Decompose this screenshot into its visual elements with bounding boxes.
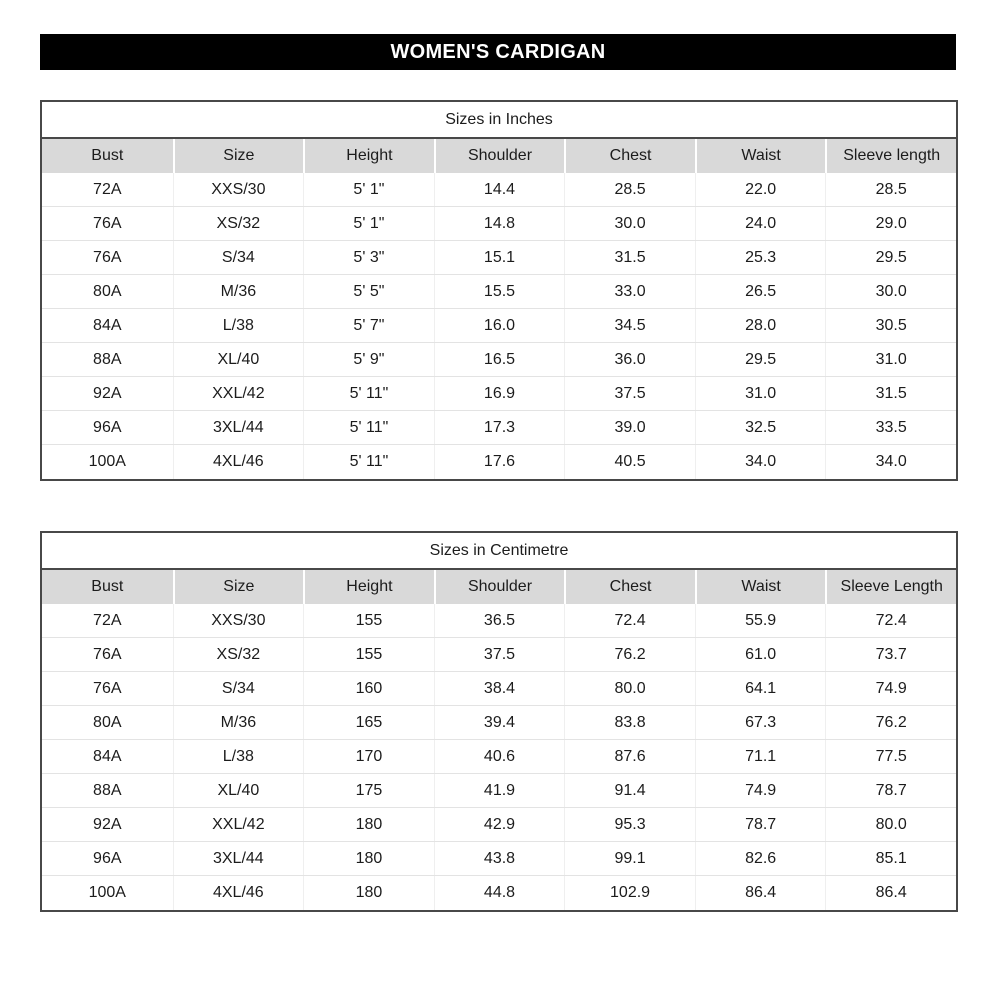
- table-cell: 83.8: [564, 706, 695, 739]
- table-cell: XXS/30: [173, 173, 304, 206]
- table-cell: 33.5: [825, 411, 956, 444]
- table-cell: 80A: [93, 714, 122, 731]
- table-cell: 73.7: [825, 638, 956, 671]
- table-cell: 28.0: [695, 309, 826, 342]
- table-cell: 5' 11": [303, 411, 434, 444]
- table-cell: 36.5: [434, 604, 565, 637]
- table-cell: 99.1: [564, 842, 695, 875]
- column-header-shoulder: Shoulder: [434, 139, 565, 173]
- table-cell: 55.9: [695, 604, 826, 637]
- table-header-row: [42, 570, 956, 604]
- table-cell: 40.6: [434, 740, 565, 773]
- table-row: [42, 309, 956, 343]
- table-cell: 76.2: [825, 706, 956, 739]
- table-row: [42, 842, 956, 876]
- table-row: [42, 876, 956, 910]
- table-cell: XS/32: [173, 207, 304, 240]
- table-cell: S/34: [173, 672, 304, 705]
- table-row: [42, 411, 956, 445]
- table-cell: 34.5: [564, 309, 695, 342]
- table-row: [42, 672, 956, 706]
- column-header-size: Size: [173, 139, 304, 173]
- table-cell: 100A: [88, 453, 126, 470]
- table-cell: 37.5: [564, 377, 695, 410]
- table-cell: 16.0: [434, 309, 565, 342]
- table-cell: 16.5: [434, 343, 565, 376]
- table-cell: 4XL/46: [173, 876, 304, 910]
- table-cell: 31.5: [825, 377, 956, 410]
- table-cell: 96A: [93, 850, 122, 867]
- table-cell: 72.4: [825, 604, 956, 637]
- table-cell: 26.5: [695, 275, 826, 308]
- table-cell: 61.0: [695, 638, 826, 671]
- table-cell: 170: [303, 740, 434, 773]
- sizes-in-centimetre-table: [40, 531, 958, 912]
- table-cell: XXL/42: [173, 377, 304, 410]
- column-header-height: Height: [303, 570, 434, 604]
- table-cell: 44.8: [434, 876, 565, 910]
- table-row: [42, 774, 956, 808]
- table-cell: 88A: [93, 351, 122, 368]
- table-cell: 4XL/46: [173, 445, 304, 479]
- table-cell: 32.5: [695, 411, 826, 444]
- table-cell: 77.5: [825, 740, 956, 773]
- table-cell: 76A: [93, 680, 122, 697]
- table-cell: 100A: [88, 884, 126, 901]
- table-cell: 78.7: [695, 808, 826, 841]
- column-header-chest: Chest: [564, 139, 695, 173]
- table-row: [42, 377, 956, 411]
- table-cell: 180: [303, 842, 434, 875]
- table-cell: 17.3: [434, 411, 565, 444]
- table-cell: 155: [303, 604, 434, 637]
- table-cell: 72A: [93, 181, 122, 198]
- table-cell: 42.9: [434, 808, 565, 841]
- table-cell: 31.0: [695, 377, 826, 410]
- table-row: [42, 275, 956, 309]
- table-cell: 72.4: [564, 604, 695, 637]
- column-header-waist: Waist: [695, 570, 826, 604]
- table-row: [42, 207, 956, 241]
- table-title: Sizes in Inches: [42, 102, 956, 139]
- table-cell: 28.5: [825, 173, 956, 206]
- table-cell: 84A: [93, 748, 122, 765]
- table-cell: 80A: [93, 283, 122, 300]
- table-cell: 29.5: [695, 343, 826, 376]
- table-title: Sizes in Centimetre: [42, 533, 956, 570]
- table-cell: 39.0: [564, 411, 695, 444]
- table-cell: 102.9: [564, 876, 695, 910]
- table-cell: 33.0: [564, 275, 695, 308]
- column-header-bust: Bust: [42, 139, 173, 173]
- table-cell: 36.0: [564, 343, 695, 376]
- page-title-banner: [40, 34, 956, 70]
- table-cell: 76A: [93, 215, 122, 232]
- table-header-row: [42, 139, 956, 173]
- table-row: [42, 241, 956, 275]
- table-cell: 22.0: [695, 173, 826, 206]
- table-cell: L/38: [173, 309, 304, 342]
- table-cell: 41.9: [434, 774, 565, 807]
- table-cell: 91.4: [564, 774, 695, 807]
- table-cell: 34.0: [825, 445, 956, 479]
- table-cell: 5' 11": [303, 445, 434, 479]
- table-cell: 5' 9": [303, 343, 434, 376]
- table-body: [42, 604, 956, 910]
- table-cell: 37.5: [434, 638, 565, 671]
- table-cell: 165: [303, 706, 434, 739]
- table-cell: 3XL/44: [173, 411, 304, 444]
- table-cell: 29.5: [825, 241, 956, 274]
- table-cell: 30.0: [825, 275, 956, 308]
- column-header-bust: Bust: [42, 570, 173, 604]
- table-cell: 38.4: [434, 672, 565, 705]
- table-cell: 30.0: [564, 207, 695, 240]
- table-cell: 74.9: [695, 774, 826, 807]
- table-cell: 87.6: [564, 740, 695, 773]
- table-cell: 92A: [93, 385, 122, 402]
- table-cell: 88A: [93, 782, 122, 799]
- table-cell: 86.4: [825, 876, 956, 910]
- table-cell: 80.0: [825, 808, 956, 841]
- table-cell: 64.1: [695, 672, 826, 705]
- table-row: [42, 740, 956, 774]
- table-cell: 16.9: [434, 377, 565, 410]
- table-row: [42, 604, 956, 638]
- table-row: [42, 706, 956, 740]
- table-row: [42, 638, 956, 672]
- table-cell: 80.0: [564, 672, 695, 705]
- table-cell: 31.5: [564, 241, 695, 274]
- page-title: WOMEN'S CARDIGAN: [390, 40, 606, 63]
- column-header-shoulder: Shoulder: [434, 570, 565, 604]
- table-row: [42, 343, 956, 377]
- table-cell: 5' 5": [303, 275, 434, 308]
- column-header-sleeve-length: Sleeve length: [825, 139, 956, 173]
- table-cell: 15.1: [434, 241, 565, 274]
- column-header-size: Size: [173, 570, 304, 604]
- table-cell: 76A: [93, 249, 122, 266]
- table-cell: 40.5: [564, 445, 695, 479]
- table-cell: 78.7: [825, 774, 956, 807]
- table-cell: 84A: [93, 317, 122, 334]
- table-cell: 24.0: [695, 207, 826, 240]
- table-cell: 92A: [93, 816, 122, 833]
- sizes-in-inches-table: [40, 100, 958, 481]
- table-cell: 28.5: [564, 173, 695, 206]
- table-cell: 5' 7": [303, 309, 434, 342]
- table-cell: 3XL/44: [173, 842, 304, 875]
- table-cell: 71.1: [695, 740, 826, 773]
- table-cell: 82.6: [695, 842, 826, 875]
- table-cell: M/36: [173, 706, 304, 739]
- table-cell: 34.0: [695, 445, 826, 479]
- column-header-chest: Chest: [564, 570, 695, 604]
- table-cell: 31.0: [825, 343, 956, 376]
- table-cell: 5' 11": [303, 377, 434, 410]
- table-cell: 72A: [93, 612, 122, 629]
- table-cell: 15.5: [434, 275, 565, 308]
- table-cell: 96A: [93, 419, 122, 436]
- table-cell: XS/32: [173, 638, 304, 671]
- table-cell: 14.8: [434, 207, 565, 240]
- table-cell: 5' 1": [303, 207, 434, 240]
- table-row: [42, 445, 956, 479]
- table-cell: 160: [303, 672, 434, 705]
- table-cell: 39.4: [434, 706, 565, 739]
- table-cell: L/38: [173, 740, 304, 773]
- table-row: [42, 173, 956, 207]
- table-cell: M/36: [173, 275, 304, 308]
- table-cell: 17.6: [434, 445, 565, 479]
- table-cell: 86.4: [695, 876, 826, 910]
- table-cell: 76.2: [564, 638, 695, 671]
- table-cell: 5' 1": [303, 173, 434, 206]
- table-cell: 29.0: [825, 207, 956, 240]
- column-header-sleeve-length: Sleeve Length: [825, 570, 956, 604]
- column-header-waist: Waist: [695, 139, 826, 173]
- table-cell: 95.3: [564, 808, 695, 841]
- table-body: [42, 173, 956, 479]
- table-cell: 74.9: [825, 672, 956, 705]
- table-cell: XXL/42: [173, 808, 304, 841]
- table-cell: 85.1: [825, 842, 956, 875]
- table-cell: 25.3: [695, 241, 826, 274]
- table-cell: XL/40: [173, 774, 304, 807]
- table-cell: 43.8: [434, 842, 565, 875]
- table-cell: 180: [303, 808, 434, 841]
- table-cell: 5' 3": [303, 241, 434, 274]
- table-cell: 67.3: [695, 706, 826, 739]
- table-cell: 180: [303, 876, 434, 910]
- table-cell: XXS/30: [173, 604, 304, 637]
- table-cell: 14.4: [434, 173, 565, 206]
- table-cell: 30.5: [825, 309, 956, 342]
- table-cell: 76A: [93, 646, 122, 663]
- table-cell: 155: [303, 638, 434, 671]
- table-cell: XL/40: [173, 343, 304, 376]
- table-cell: S/34: [173, 241, 304, 274]
- column-header-height: Height: [303, 139, 434, 173]
- table-row: [42, 808, 956, 842]
- table-cell: 175: [303, 774, 434, 807]
